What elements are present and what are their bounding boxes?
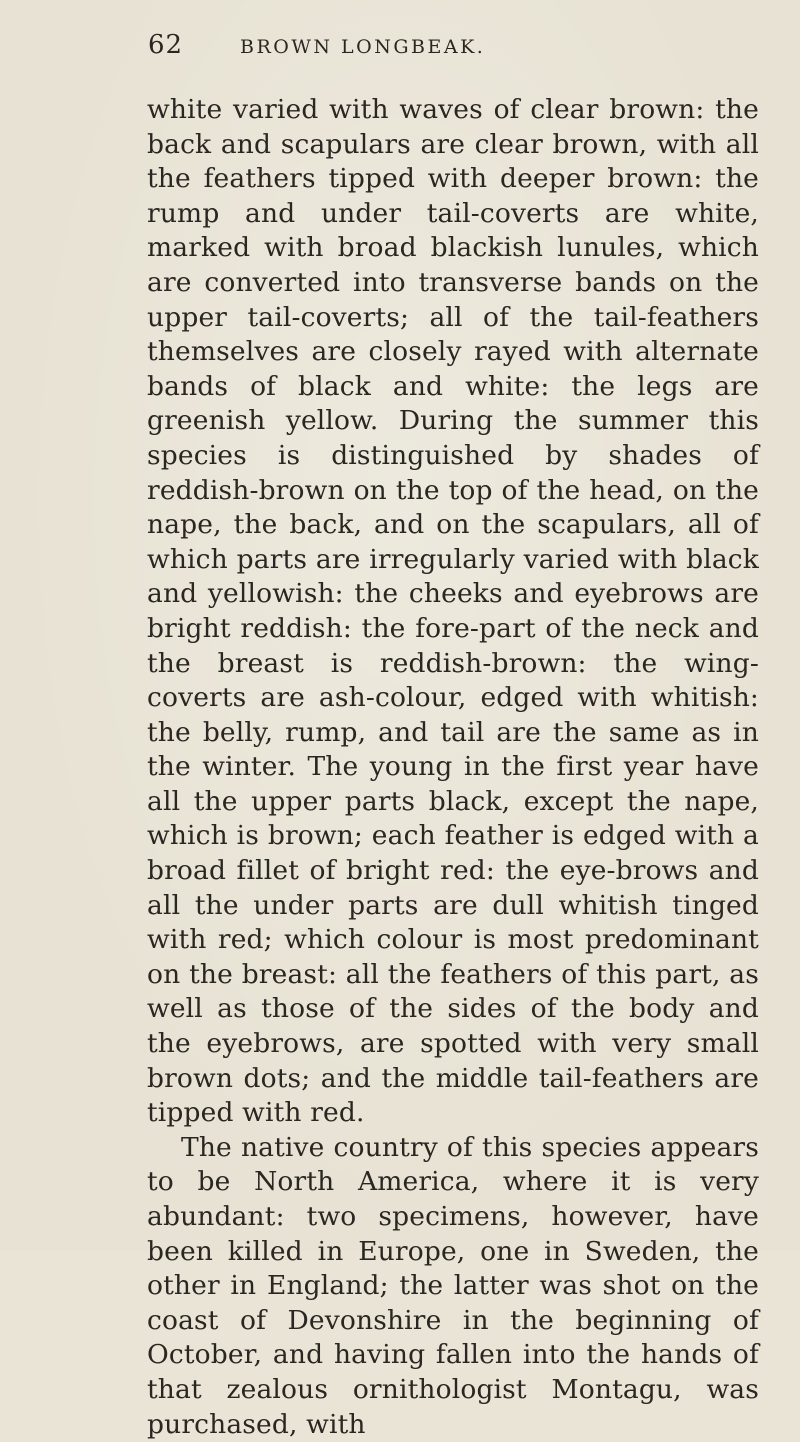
- paragraph-description: white varied with waves of clear brown: the back and scapulars are clear brown, with all the feathers tipped with deeper brown: the rump and under tail-coverts are white, marked with broad blackish lunules, which are converted into transverse bands on the upper tail-coverts; all of the tail-feathers themselves are closely rayed with alternate bands of black and white: the legs are greenish yellow. During the summer this species is distinguished by shades of reddish-brown on the top of the head, on the nape, the back, and on the scapulars, all of which parts are irregularly varied with black and yellowish: the cheeks and eyebrows are bright reddish: the fore-part of the neck and the breast is reddish-brown: the wing-coverts are ash-colour, edged with whitish: the belly, rump, and tail are the same as in the winter. The young in the first year have all the upper parts black, except the nape, which is brown; each feather is edged with a broad fillet of bright red: the eye-brows and all the under parts are dull whitish tinged with red; which colour is most predominant on the breast: all the feathers of this part, as well as those of the sides of the body and the eyebrows, are spotted with very small brown dots; and the middle tail-feathers are tipped with red.: [147, 94, 759, 1129]
- running-head: [148, 30, 708, 70]
- page-number: 62: [148, 30, 184, 60]
- body-text: [147, 93, 759, 1442]
- paragraph-native-country: The native country of this species appears to be North America, where it is very abundant: two specimens, however, have been killed in Europe, one in Sweden, the other in England; the latter was shot on the coast of Devonshire in the beginning of October, and having fallen into the hands of that zealous ornithologist Montagu, was purchased, with: [147, 1131, 759, 1440]
- running-title: BROWN LONGBEAK.: [240, 36, 486, 58]
